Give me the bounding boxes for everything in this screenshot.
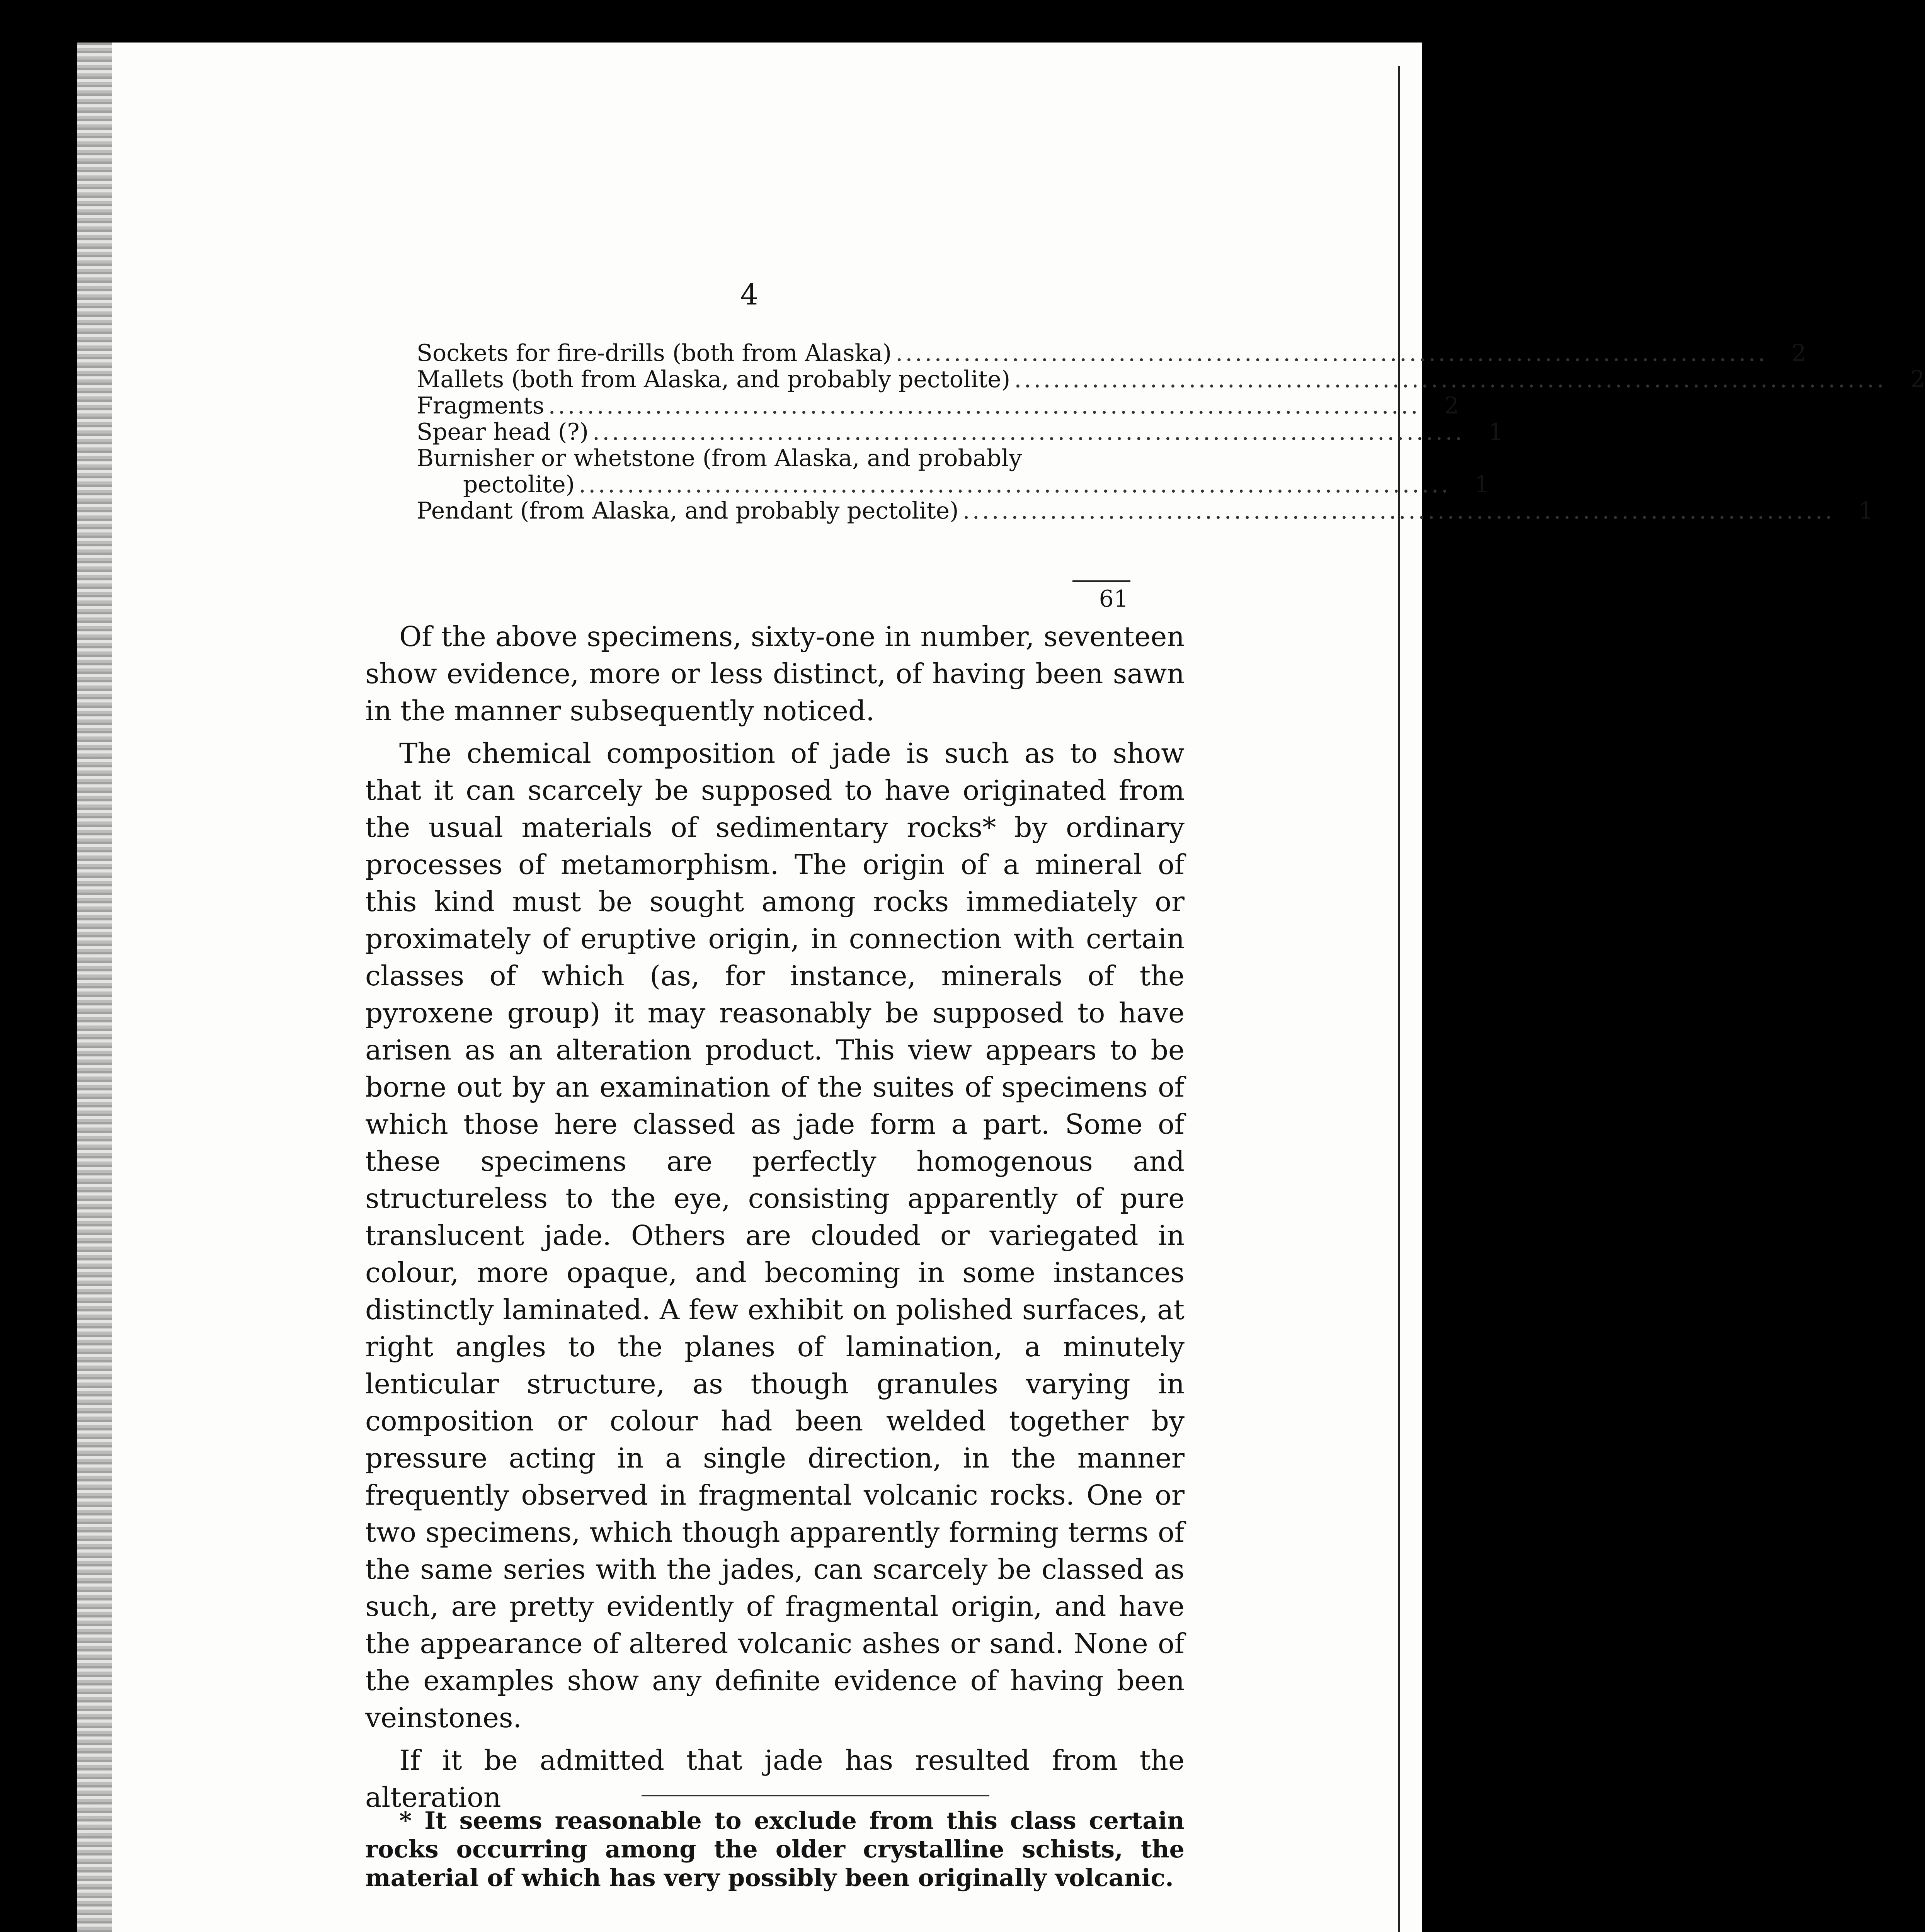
- page-edge-shadow: [77, 43, 112, 1932]
- row-count: 2: [1910, 366, 1925, 393]
- row-count: 1: [1858, 497, 1874, 524]
- table-row: [417, 392, 1459, 419]
- row-count: 1: [1474, 471, 1489, 498]
- dot-leader: ..........................................................................................: [548, 392, 1420, 419]
- table-total: 61: [1099, 585, 1128, 612]
- row-count: 1: [1488, 418, 1503, 446]
- row-label: Fragments: [417, 392, 545, 419]
- dot-leader: ..........................................................................................: [1014, 366, 1886, 393]
- table-row: [417, 340, 1806, 367]
- row-label: Sockets for fire-drills (both from Alaska): [417, 340, 892, 367]
- paragraph: The chemical composition of jade is such as to show that it can scarcely be supposed to have originated from the usual materials of sedimentary rocks* by ordinary processes of metamorphism. The origin of a mineral of this kind must be sought among rocks immediately or proximately of eruptive origin, in connection with certain classes of which (as, for instance, minerals of the pyroxene group) it may reasonably be supposed to have arisen as an alteration product. This view appears to be borne out by an examination of the suites of specimens of which those here classed as jade form a part. Some of these specimens are perfectly homogenous and structureless to the eye, consisting apparently of pure translucent jade. Others are clouded or variegated in colour, more opaque, and becoming in some instances distinctly laminated. A few exhibit on polished surfaces, at right angles to the planes of lamination, a minutely lenticular structure, as though granules varying in composition or colour had been welded together by pressure acting in a single direction, in the manner frequently observed in fragmental volcanic rocks. One or two specimens, which though apparently forming terms of the same series with the jades, can scarcely be classed as such, are pretty evidently of fragmental origin, and have the appearance of altered volcanic ashes or sand. None of the examples show any definite evidence of having been veinstones.: [365, 737, 1185, 1734]
- paragraph: Of the above specimens, sixty-one in number, seventeen show evidence, more or less distinct, of having been sawn in the manner subsequently noticed.: [365, 621, 1185, 727]
- dot-leader: ..........................................................................................: [592, 418, 1465, 446]
- row-label: Burnisher or whetstone (from Alaska, and probably: [417, 445, 1022, 472]
- specimen-table: [417, 340, 1925, 524]
- scanned-page: [77, 43, 1925, 1932]
- row-label-continuation: pectolite): [463, 471, 575, 498]
- dot-leader: ..........................................................................................: [579, 471, 1451, 498]
- row-label: Spear head (?): [417, 418, 589, 446]
- footnote: [365, 1806, 1185, 1892]
- row-label: Pendant (from Alaska, and probably pectolite): [417, 497, 959, 524]
- row-count: 2: [1791, 340, 1806, 367]
- row-count: 2: [1444, 392, 1459, 419]
- page-number: 4: [740, 278, 759, 311]
- table-row-continuation: [417, 471, 1489, 498]
- table-row: [417, 418, 1503, 446]
- footnote-text: * It seems reasonable to exclude from this class certain rocks occurring among the older crystalline schists, the material of which has very possibly been originally volcanic.: [365, 1806, 1185, 1892]
- dot-leader: ..........................................................................................: [962, 497, 1835, 524]
- dot-leader: ..........................................................................................: [895, 340, 1768, 367]
- paragraph: If it be admitted that jade has resulted from the alteration: [365, 1744, 1185, 1813]
- table-row: [417, 366, 1925, 393]
- total-rule: [1072, 580, 1130, 582]
- body-text: [365, 618, 1185, 1816]
- table-row: [417, 445, 1081, 471]
- footnote-rule: [642, 1795, 989, 1796]
- table-row: [417, 497, 1874, 524]
- row-label: Mallets (both from Alaska, and probably pectolite): [417, 366, 1011, 393]
